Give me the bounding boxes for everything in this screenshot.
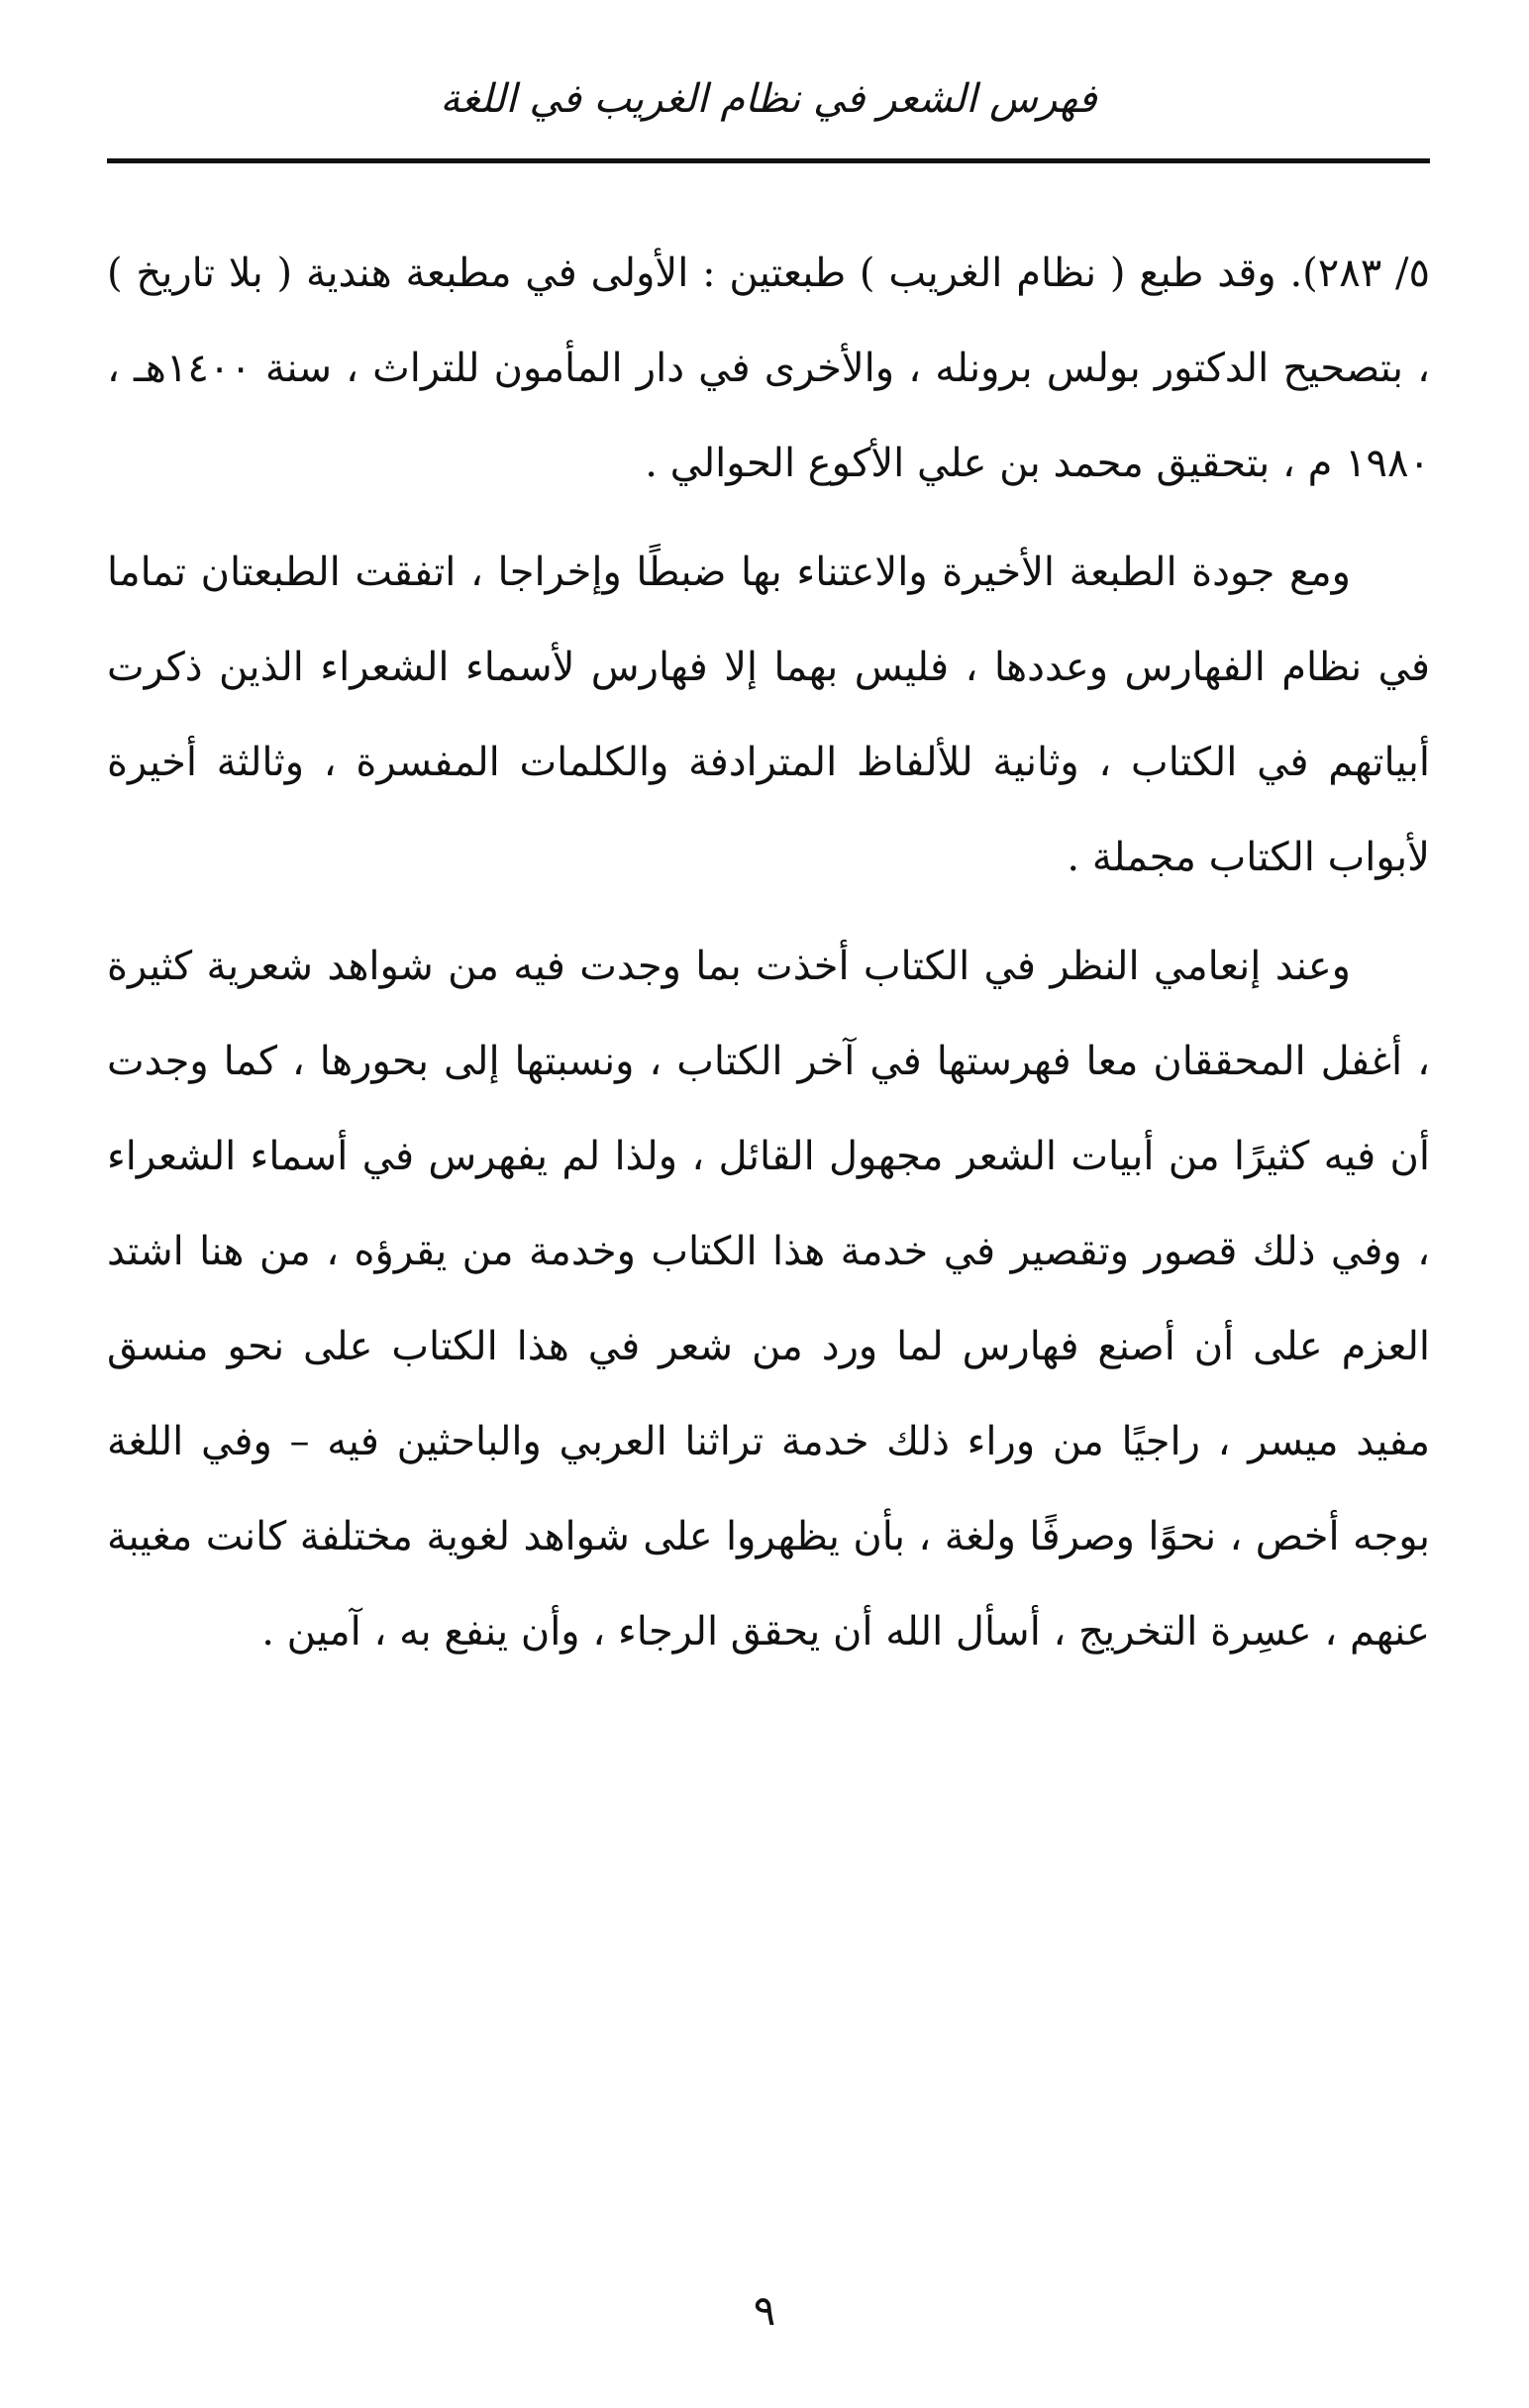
header-rule xyxy=(107,158,1430,163)
paragraph-2: ومع جودة الطبعة الأخيرة والاعتناء بها ضبطًا وإخراجا ، اتفقت الطبعتان تماما في نظام الفهارس وعددها ، فليس بهما إلا فهارس لأسماء الشعراء الذين ذكرت أبياتهم في الكتاب ، وثانية للألفاظ المترادفة والكلمات المفسرة ، وثالثة أخيرة لأبواب الكتاب مجملة . xyxy=(107,550,1430,880)
body-text xyxy=(107,226,1430,1679)
paragraph-1: ٥/ ٢٨٣). وقد طبع ( نظام الغريب ) طبعتين : الأولى في مطبعة هندية ( بلا تاريخ ) ، بتصحيح الدكتور بولس برونله ، والأخرى في دار المأمون للتراث ، سنة ١٤٠٠هـ ، ١٩٨٠ م ، بتحقيق محمد بن علي الأكوع الحوالي . xyxy=(107,251,1431,486)
running-header-title: فهرس الشعر في نظام الغريب في اللغة xyxy=(440,76,1097,122)
page-number: ٩ xyxy=(753,2286,776,2335)
paragraph-3: وعند إنعامي النظر في الكتاب أخذت بما وجدت فيه من شواهد شعرية كثيرة ، أغفل المحققان معا فهرستها في آخر الكتاب ، ونسبتها إلى بحورها ، كما وجدت أن فيه كثيرًا من أبيات الشعر مجهول القائل ، ولذا لم يفهرس في أسماء الشعراء ، وفي ذلك قصور وتقصير في خدمة هذا الكتاب وخدمة من يقرؤه ، من هنا اشتد العزم على أن أصنع فهارس لما ورد من شعر في هذا الكتاب على نحو منسق مفيد ميسر ، راجيًا من وراء ذلك خدمة تراثنا العربي والباحثين فيه – وفي اللغة بوجه أخص ، نحوًا وصرفًا ولغة ، بأن يظهروا على شواهد لغوية مختلفة كانت مغيبة عنهم ، عسِرة التخريج ، أسأل الله أن يحقق الرجاء ، وأن ينفع به ، آمين . xyxy=(107,944,1431,1655)
